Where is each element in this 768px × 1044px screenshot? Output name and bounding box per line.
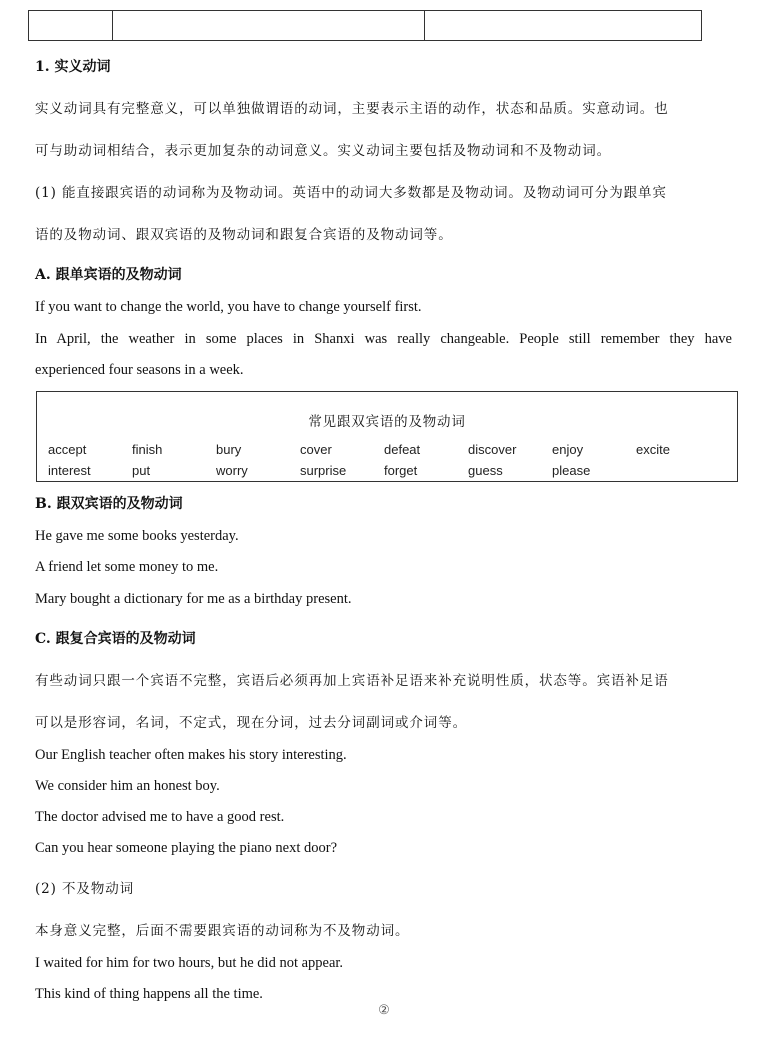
table-cell xyxy=(425,11,701,40)
example-sentence: Our English teacher often makes his story interesting. xyxy=(35,747,347,763)
verb-item: interest xyxy=(48,463,91,478)
example-sentence: We consider him an honest boy. xyxy=(35,778,220,794)
verb-item: finish xyxy=(132,442,163,457)
verb-item: excite xyxy=(636,442,670,457)
verb-item: bury xyxy=(216,442,242,457)
verb-item: put xyxy=(132,463,151,478)
verb-list-title: 常见跟双宾语的及物动词 xyxy=(308,414,466,430)
paragraph-line: 有些动词只跟一个宾语不完整，宾语后必须再加上宾语补足语来补充说明性质，状态等。宾语补足语 xyxy=(35,673,669,689)
verb-item: surprise xyxy=(300,463,347,478)
example-sentence: In April, the weather in some places in Shanxi was really changeable. People still remember they have xyxy=(35,331,732,347)
section-heading-double-object: B. 跟双宾语的及物动词 xyxy=(35,496,183,512)
example-sentence: He gave me some books yesterday. xyxy=(35,528,239,544)
verb-item: enjoy xyxy=(552,442,584,457)
paragraph-line: 语的及物动词、跟双宾语的及物动词和跟复合宾语的及物动词等。 xyxy=(35,227,453,243)
section-heading-complex-object: C. 跟复合宾语的及物动词 xyxy=(35,631,196,647)
top-table-fragment xyxy=(28,10,702,41)
example-sentence: A friend let some money to me. xyxy=(35,559,219,575)
example-sentence: Can you hear someone playing the piano next door? xyxy=(35,840,338,856)
verb-item: accept xyxy=(48,442,87,457)
verb-item: discover xyxy=(468,442,517,457)
example-sentence: I waited for him for two hours, but he did not appear. xyxy=(35,955,344,971)
example-sentence: The doctor advised me to have a good rest. xyxy=(35,809,285,825)
verb-list-box xyxy=(36,391,738,482)
verb-item: worry xyxy=(216,463,248,478)
example-sentence: Mary bought a dictionary for me as a birthday present. xyxy=(35,591,352,607)
verb-item: defeat xyxy=(384,442,421,457)
paragraph-line: 实义动词具有完整意义，可以单独做谓语的动词，主要表示主语的动作，状态和品质。实意动词。也 xyxy=(35,101,669,117)
section-heading-content-verbs: 1. 实义动词 xyxy=(35,59,111,75)
page-number: ② xyxy=(378,1003,390,1018)
paragraph-line: (1) 能直接跟宾语的动词称为及物动词。英语中的动词大多数都是及物动词。及物动词可分为跟单宾 xyxy=(35,185,667,201)
paragraph-line: 可与助动词相结合，表示更加复杂的动词意义。实义动词主要包括及物动词和不及物动词。 xyxy=(35,143,611,159)
paragraph-line: 可以是形容词，名词，不定式，现在分词，过去分词副词或介词等。 xyxy=(35,715,467,731)
example-sentence: experienced four seasons in a week. xyxy=(35,362,244,378)
section-heading-intransitive: (2) 不及物动词 xyxy=(35,881,135,897)
verb-item: forget xyxy=(384,463,418,478)
verb-item: cover xyxy=(300,442,332,457)
verb-item: please xyxy=(552,463,591,478)
table-cell xyxy=(113,11,425,40)
example-sentence: This kind of thing happens all the time. xyxy=(35,986,263,1002)
paragraph-line: 本身意义完整，后面不需要跟宾语的动词称为不及物动词。 xyxy=(35,923,410,939)
example-sentence: If you want to change the world, you have to change yourself first. xyxy=(35,299,422,315)
section-heading-single-object: A. 跟单宾语的及物动词 xyxy=(35,267,182,283)
table-cell xyxy=(29,11,113,40)
verb-item: guess xyxy=(468,463,503,478)
